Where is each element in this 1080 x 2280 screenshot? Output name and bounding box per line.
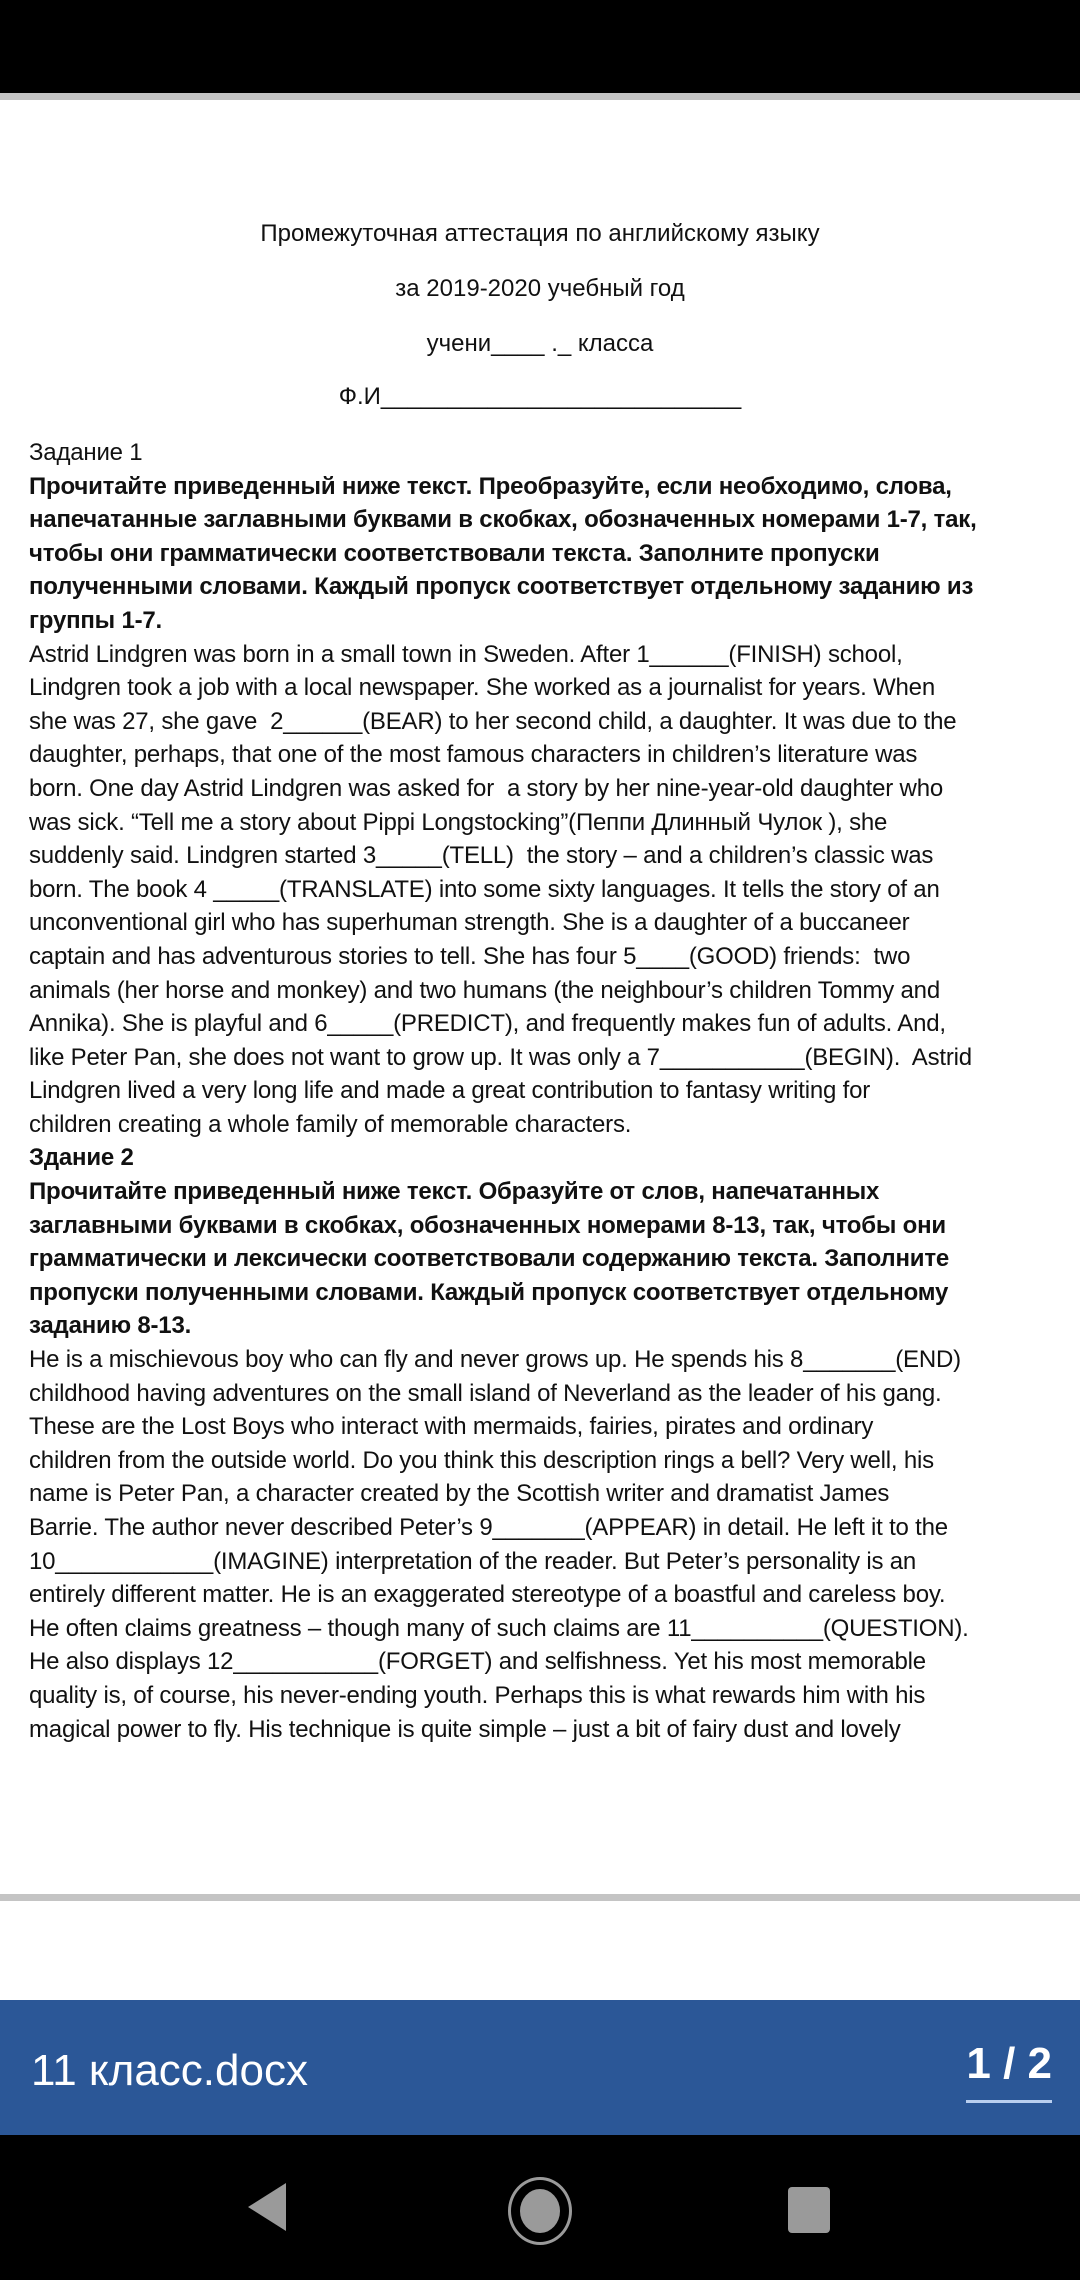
text-line: Прочитайте приведенный ниже текст. Образуйте от слов, напечатанных xyxy=(29,1178,880,1206)
text-line: заглавными буквами в скобках, обозначенных номерами 8-13, так, чтобы они xyxy=(29,1211,946,1239)
text-line: entirely different matter. He is an exaggerated stereotype of a boastful and careless boy. xyxy=(29,1581,946,1609)
text-line: заданию 8-13. xyxy=(29,1312,192,1340)
text-line: magical power to fly. His technique is quite simple – just a bit of fairy dust and lovely xyxy=(29,1715,901,1743)
recents-icon[interactable] xyxy=(788,2187,830,2233)
doc-year: за 2019-2020 учебный год xyxy=(395,275,685,302)
page-indicator[interactable]: 1 / 2 xyxy=(966,2038,1052,2103)
text-line: born. One day Astrid Lindgren was asked for a story by her nine-year-old daughter who xyxy=(29,774,943,802)
status-bar xyxy=(0,0,1080,93)
text-line: He is a mischievous boy who can fly and never grows up. He spends his 8_______(END) xyxy=(29,1346,961,1374)
text-line: He often claims greatness – though many of such claims are 11__________(QUESTION). xyxy=(29,1614,969,1642)
file-info-bar xyxy=(0,2000,1080,2135)
task2-text xyxy=(29,1343,1059,1746)
text-line: was sick. “Tell me a story about Pippi Longstocking”(Пеппи Длинный Чулок ), she xyxy=(29,808,888,836)
task2-title: Здание 2 xyxy=(29,1144,134,1172)
doc-title: Промежуточная аттестация по английскому языку xyxy=(260,220,820,247)
text-line: children from the outside world. Do you think this description rings a bell? Very well, his xyxy=(29,1446,934,1474)
page-bottom-divider xyxy=(0,1894,1080,1901)
doc-name-line: Ф.И___________________________ xyxy=(338,383,742,410)
text-line: 10____________(IMAGINE) interpretation of the reader. But Peter’s personality is an xyxy=(29,1547,917,1575)
text-line: Astrid Lindgren was born in a small town in Sweden. After 1______(FINISH) school, xyxy=(29,640,903,668)
text-line: полученными словами. Каждый пропуск соответствует отдельному заданию из xyxy=(29,573,974,601)
text-line: напечатанные заглавными буквами в скобках, обозначенных номерами 1-7, так, xyxy=(29,506,977,534)
task1-title: Задание 1 xyxy=(29,439,143,466)
text-line: she was 27, she gave 2______(BEAR) to her second child, a daughter. It was due to the xyxy=(29,707,957,735)
back-icon[interactable] xyxy=(248,2183,286,2231)
text-line: чтобы они грамматически соответствовали текста. Заполните пропуски xyxy=(29,539,880,567)
task2-instruction xyxy=(29,1175,1059,1343)
text-line: like Peter Pan, she does not want to grow up. It was only a 7___________(BEGIN). Astrid xyxy=(29,1043,972,1071)
text-line: These are the Lost Boys who interact with mermaids, fairies, pirates and ordinary xyxy=(29,1413,874,1441)
text-line: грамматически и лексически соответствовали содержанию текста. Заполните xyxy=(29,1245,950,1273)
system-nav-bar xyxy=(0,2135,1080,2280)
text-line: animals (her horse and monkey) and two humans (the neighbour’s children Tommy and xyxy=(29,976,940,1004)
text-line: childhood having adventures on the small island of Neverland as the leader of his gang. xyxy=(29,1379,942,1407)
text-line: Annika). She is playful and 6_____(PREDICT), and frequently makes fun of adults. And, xyxy=(29,1010,946,1038)
file-name: 11 класс.docx xyxy=(31,2046,308,2095)
document-body xyxy=(29,436,1059,1746)
doc-class-line: учени____ ._ класса xyxy=(426,330,654,357)
text-line: captain and has adventurous stories to tell. She has four 5____(GOOD) friends: two xyxy=(29,942,911,970)
text-line: born. The book 4 _____(TRANSLATE) into some sixty languages. It tells the story of an xyxy=(29,875,940,903)
task1-text xyxy=(29,638,1059,1142)
text-line: quality is, of course, his never-ending youth. Perhaps this is what rewards him with his xyxy=(29,1681,926,1709)
page-top-divider xyxy=(0,93,1080,100)
text-line: daughter, perhaps, that one of the most famous characters in children’s literature was xyxy=(29,741,918,769)
text-line: suddenly said. Lindgren started 3_____(TELL) the story – and a children’s classic was xyxy=(29,842,934,870)
text-line: children creating a whole family of memorable characters. xyxy=(29,1110,632,1138)
text-line: Barrie. The author never described Peter’s 9_______(APPEAR) in detail. He left it to the xyxy=(29,1514,948,1541)
text-line: пропуски полученными словами. Каждый пропуск соответствует отдельному xyxy=(29,1278,949,1306)
text-line: unconventional girl who has superhuman strength. She is a daughter of a buccaneer xyxy=(29,909,910,937)
text-line: группы 1-7. xyxy=(29,606,162,634)
text-line: name is Peter Pan, a character created by the Scottish writer and dramatist James xyxy=(29,1480,890,1508)
text-line: He also displays 12___________(FORGET) and selfishness. Yet his most memorable xyxy=(29,1648,926,1676)
text-line: Lindgren took a job with a local newspaper. She worked as a journalist for years. When xyxy=(29,674,935,702)
text-line: Прочитайте приведенный ниже текст. Преобразуйте, если необходимо, слова, xyxy=(29,472,952,500)
text-line: Lindgren lived a very long life and made a great contribution to fantasy writing for xyxy=(29,1077,871,1105)
task1-instruction xyxy=(29,470,1059,638)
home-icon[interactable] xyxy=(508,2177,572,2245)
